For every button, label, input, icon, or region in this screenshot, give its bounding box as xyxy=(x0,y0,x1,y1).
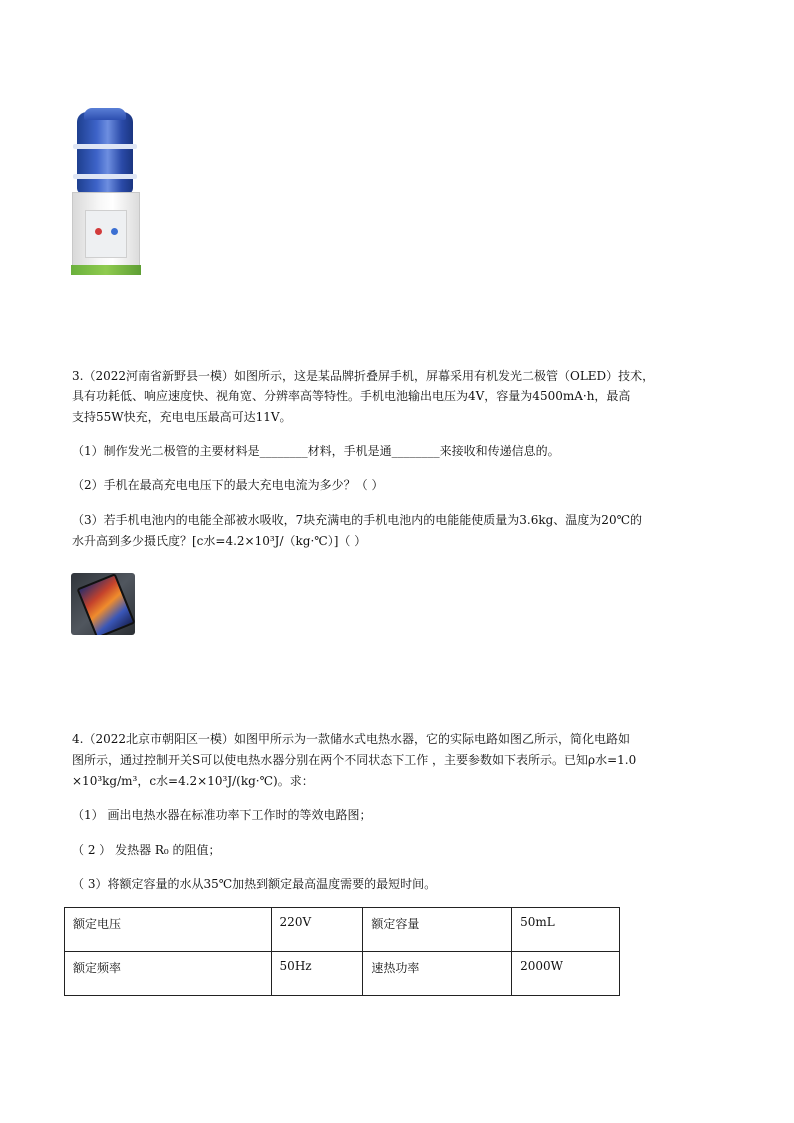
q3-stem-line2: 具有功耗低、响应速度快、视角宽、分辨率高等特性。手机电池输出电压为4V，容量为4500mA·h，最高 xyxy=(72,389,631,403)
q4-stem-line1: 4.（2022北京市朝阳区一模）如图甲所示为一款储水式电热水器，它的实际电路如图乙所示，简化电路如 xyxy=(72,732,630,746)
water-dispenser-image xyxy=(71,108,141,275)
table-cell: 2000W xyxy=(512,952,620,996)
q4-stem-line3: ×10³kg/m³，c水=4.2×10³J/(kg·℃)。求： xyxy=(72,774,314,788)
table-cell: 速热功率 xyxy=(363,952,512,996)
folding-phone-image xyxy=(71,573,135,635)
q3-subquestion-3-line1: （3）若手机电池内的电能全部被水吸收，7块充满电的手机电池内的电能能使质量为3.6kg、温度为20℃的 xyxy=(72,513,643,527)
q3-stem-line1: 3.（2022河南省新野县一模）如图所示，这是某品牌折叠屏手机，屏幕采用有机发光二极管（OLED）技术， xyxy=(72,369,655,383)
table-cell: 额定电压 xyxy=(65,908,272,952)
q4-subquestion-2: （ 2 ） 发热器 R₀ 的阻值； xyxy=(72,843,221,857)
q3-subquestion-2: （2）手机在最高充电电压下的最大充电电流为多少？（ ） xyxy=(72,478,384,492)
table-cell: 额定频率 xyxy=(65,952,272,996)
q4-stem-line2: 图所示，通过控制开关S可以使电热水器分别在两个不同状态下工作 ，主要参数如下表所示。已知ρ水=1.0 xyxy=(72,753,637,767)
table-cell: 额定容量 xyxy=(363,908,512,952)
table-row xyxy=(65,952,620,996)
q3-subquestion-1: （1）制作发光二极管的主要材料是________材料，手机是通________来接收和传递信息的。 xyxy=(72,444,560,458)
q4-subquestion-3: （ 3）将额定容量的水从35℃加热到额定最高温度需要的最短时间。 xyxy=(72,877,437,891)
table-cell: 50mL xyxy=(512,908,620,952)
q3-stem-line3: 支持55W快充，充电电压最高可达11V。 xyxy=(72,410,292,424)
table-cell: 220V xyxy=(271,908,363,952)
q3-subquestion-3-line2: 水升高到多少摄氏度？[c水=4.2×10³J/（kg·℃）]（ ） xyxy=(72,534,367,548)
parameter-table xyxy=(64,907,620,996)
q4-subquestion-1: （1） 画出电热水器在标准功率下工作时的等效电路图； xyxy=(72,808,372,822)
table-cell: 50Hz xyxy=(271,952,363,996)
table-row xyxy=(65,908,620,952)
